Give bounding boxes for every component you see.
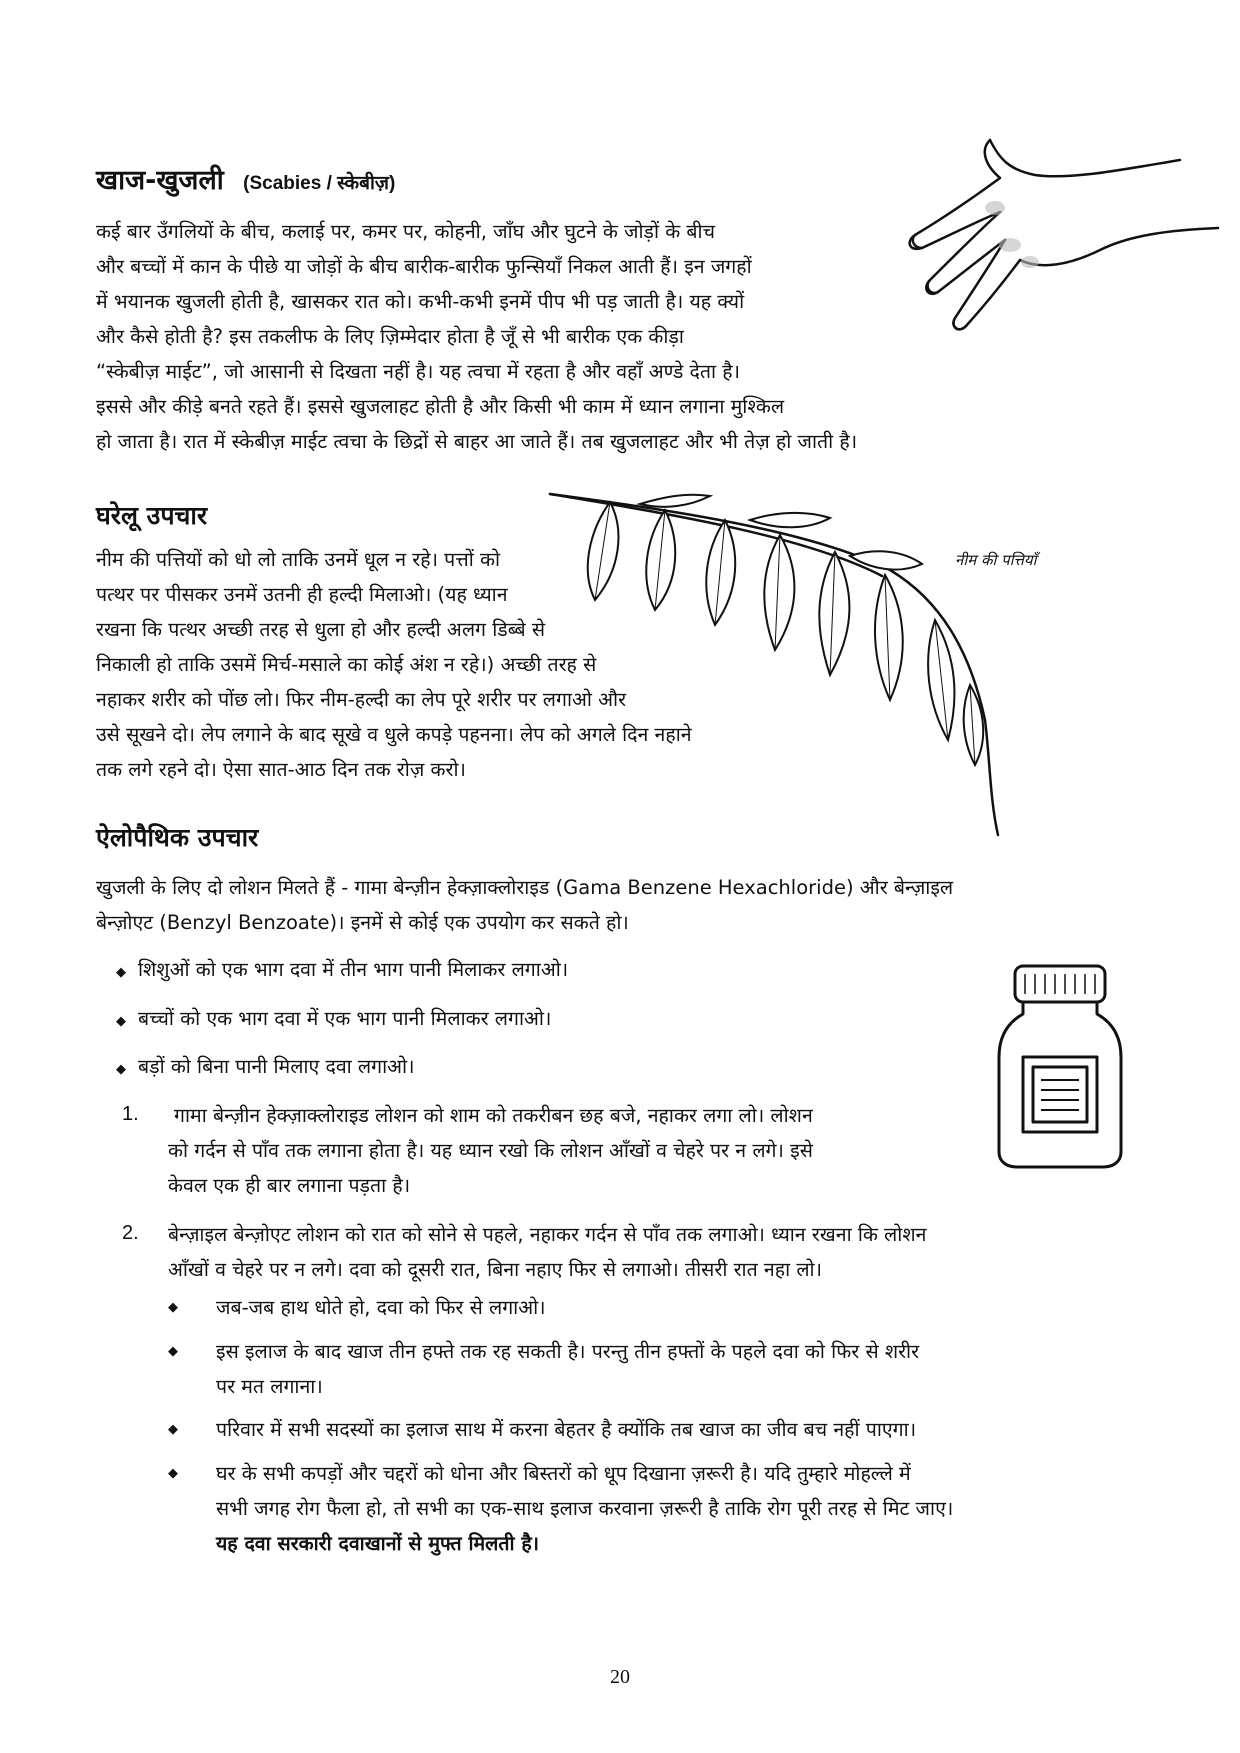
sub-bullet-line: इस इलाज के बाद खाज तीन हफ्ते तक रह सकती है। परन्तु तीन हफ्तों के पहले दवा को फिर से शरीर <box>216 1340 920 1363</box>
dosage-bullet-text: बच्चों को एक भाग दवा में एक भाग पानी मिलाकर लगाओ। <box>138 1007 552 1030</box>
bold-note: यह दवा सरकारी दवाखानों से मुफ्त मिलती है। <box>216 1532 540 1555</box>
sub-bullet-line: पर मत लगाना। <box>216 1375 323 1398</box>
home-remedy-line: उसे सूखने दो। लेप लगाने के बाद सूखे व धुले कपड़े पहनना। लेप को अगले दिन नहाने <box>96 723 692 746</box>
item2-line: आँखों व चेहरे पर न लगे। दवा को दूसरी रात, बिना नहाए फिर से लगाओ। तीसरी रात नहा लो। <box>168 1258 823 1281</box>
item1-line: केवल एक ही बार लगाना पड़ता है। <box>168 1174 411 1197</box>
item1-line: को गर्दन से पाँव तक लगाना होता है। यह ध्यान रखो कि लोशन आँखों व चेहरे पर न लगे। इसे <box>168 1139 813 1162</box>
item-number: 2. <box>122 1222 139 1244</box>
allopathic-intro-line: खुजली के लिए दो लोशन मिलते हैं - गामा बेन्ज़ीन हेक्ज़ाक्लोराइड (Gama Benzene Hexachloride) और बेन्ज़ाइल <box>96 876 954 899</box>
diamond-bullet-icon: ◆ <box>116 1014 126 1029</box>
sub-bullet-line: जब-जब हाथ धोते हो, दवा को फिर से लगाओ। <box>216 1296 546 1319</box>
home-remedy-line: नीम की पत्तियों को धो लो ताकि उनमें धूल न रहे। पत्तों को <box>96 548 500 571</box>
lotion-bottle-illustration <box>995 962 1125 1172</box>
sub-bullet-line: सभी जगह रोग फैला हो, तो सभी का एक-साथ इलाज करवाना ज़रूरी है ताकि रोग पूरी तरह से मिट जाए। <box>216 1497 954 1520</box>
intro-line: और बच्चों में कान के पीछे या जोड़ों के बीच बारीक-बारीक फुन्सियाँ निकल आती हैं। इन जगहों <box>96 255 752 278</box>
intro-paragraph <box>96 214 1116 459</box>
sub-bullet <box>168 1334 1128 1404</box>
home-remedy-line: नहाकर शरीर को पोंछ लो। फिर नीम-हल्दी का लेप पूरे शरीर पर लगाओ और <box>96 688 627 711</box>
diamond-bullet-icon: ◆ <box>168 1422 178 1437</box>
item2-line: बेन्ज़ाइल बेन्ज़ोएट लोशन को रात को सोने से पहले, नहाकर गर्दन से पाँव तक लगाओ। ध्यान रखना कि लोशन <box>168 1223 927 1246</box>
dosage-bullet <box>116 1050 415 1087</box>
allopathic-intro-line: बेन्ज़ोएट (Benzyl Benzoate)। इनमें से कोई एक उपयोग कर सकते हो। <box>96 911 629 934</box>
allopathic-heading: ऐलोपैथिक उपचार <box>96 823 259 852</box>
item1-line: गामा बेन्ज़ीन हेक्ज़ाक्लोराइड लोशन को शाम को तकरीबन छह बजे, नहाकर लगा लो। लोशन <box>174 1104 813 1127</box>
sub-bullet <box>168 1456 1128 1561</box>
title-main: खाज-खुजली <box>96 165 224 196</box>
diamond-bullet-icon: ◆ <box>168 1300 178 1315</box>
sub-bullet <box>168 1290 1128 1325</box>
title-sub: (Scabies / स्केबीज़) <box>243 173 396 194</box>
home-remedy-paragraph <box>96 542 856 787</box>
intro-line: कई बार उँगलियों के बीच, कलाई पर, कमर पर, कोहनी, जाँघ और घुटने के जोड़ों के बीच <box>96 220 715 243</box>
intro-line: में भयानक खुजली होती है, खासकर रात को। कभी-कभी इनमें पीप भी पड़ जाती है। यह क्यों <box>96 290 745 313</box>
dosage-bullet <box>116 953 568 990</box>
home-remedy-line: तक लगे रहने दो। ऐसा सात-आठ दिन तक रोज़ करो। <box>96 758 466 781</box>
page-title <box>96 160 395 197</box>
sub-bullet-line: घर के सभी कपड़ों और चद्दरों को धोना और बिस्तरों को धूप दिखाना ज़रूरी है। यदि तुम्हारे मोहल्ले में <box>216 1462 911 1485</box>
diamond-bullet-icon: ◆ <box>168 1344 178 1359</box>
dosage-bullet <box>116 1002 551 1039</box>
home-remedy-line: निकाली हो ताकि उसमें मिर्च-मसाले का कोई अंश न रहे।) अच्छी तरह से <box>96 653 597 676</box>
diamond-bullet-icon: ◆ <box>116 965 126 980</box>
item1-paragraph <box>168 1098 988 1203</box>
intro-line: “स्केबीज़ माईट”, जो आसानी से दिखता नहीं है। यह त्वचा में रहता है और वहाँ अण्डे देता है। <box>96 360 740 383</box>
home-remedy-heading: घरेलू उपचार <box>96 501 208 530</box>
diamond-bullet-icon: ◆ <box>168 1466 178 1481</box>
sub-bullet-line: परिवार में सभी सदस्यों का इलाज साथ में करना बेहतर है क्योंकि तब खाज का जीव बच नहीं पाएगा। <box>216 1418 917 1441</box>
intro-line: हो जाता है। रात में स्केबीज़ माईट त्वचा के छिद्रों से बाहर आ जाते हैं। तब खुजलाहट और भी तेज़ हो जाती है। <box>96 430 858 453</box>
dosage-bullet-text: शिशुओं को एक भाग दवा में तीन भाग पानी मिलाकर लगाओ। <box>138 958 569 981</box>
home-remedy-line: रखना कि पत्थर अच्छी तरह से धुला हो और हल्दी अलग डिब्बे से <box>96 618 546 641</box>
intro-line: इससे और कीड़े बनते रहते हैं। इससे खुजलाहट होती है और किसी भी काम में ध्यान लगाना मुश्किल <box>96 395 785 418</box>
allopathic-intro <box>96 870 1126 940</box>
dosage-bullet-text: बड़ों को बिना पानी मिलाए दवा लगाओ। <box>138 1055 415 1078</box>
sub-bullet <box>168 1412 1128 1447</box>
item2-paragraph <box>168 1217 1128 1287</box>
neem-caption: नीम की पत्तियाँ <box>955 551 1037 569</box>
home-remedy-line: पत्थर पर पीसकर उनमें उतनी ही हल्दी मिलाओ। (यह ध्यान <box>96 583 508 606</box>
page-number: 20 <box>610 1666 630 1688</box>
item-number: 1. <box>122 1103 139 1125</box>
intro-line: और कैसे होती है? इस तकलीफ के लिए ज़िम्मेदार होता है जूँ से भी बारीक एक कीड़ा <box>96 325 684 348</box>
diamond-bullet-icon: ◆ <box>116 1062 126 1077</box>
